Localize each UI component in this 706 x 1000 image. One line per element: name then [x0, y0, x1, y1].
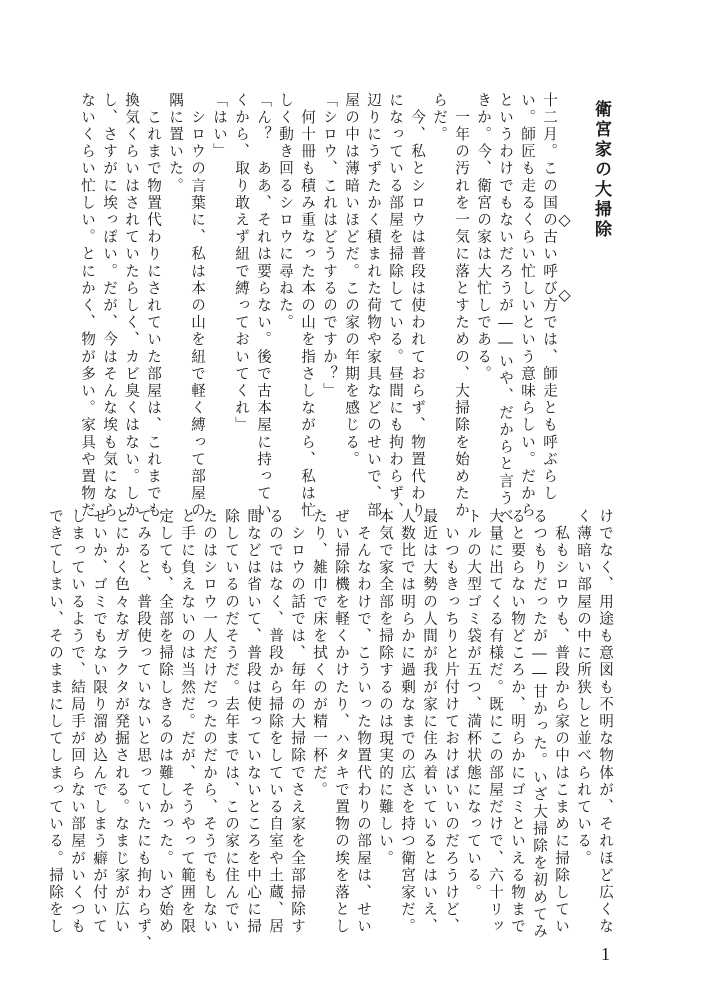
text-column: そんなわけで、こういった物置代わりの部屋は、せい [355, 508, 372, 936]
text-column: きか。今、衛宮の家は大忙しである。 [475, 92, 492, 383]
text-column: 本気で家全部を掃除するのは現実的に難しい。 [377, 508, 394, 868]
text-column: 今、私とシロウは普段は使われておらず、物置代わり [409, 92, 426, 520]
text-column: 何十冊も積み重なった本の山を指さしながら、私は忙 [299, 92, 316, 520]
text-column: らだ。 [431, 92, 448, 144]
text-column: せいか、ゴミでもない限り溜め込んでしまう癖が付いて [91, 508, 108, 936]
body-text-top [79, 92, 560, 525]
text-column: くから、取り敢えず紐で縛っておいてくれ」 [233, 92, 250, 434]
text-column: しく動き回るシロウに尋ねた。 [277, 92, 294, 332]
text-column: 一年の汚れを一気に落とすための、大掃除を始めたか [453, 92, 470, 520]
text-column: 「シロウ、これはどうするのですか？」 [321, 92, 338, 400]
text-column: しまっているようで、結局手が回らない部屋がいくつも [69, 508, 86, 936]
text-column: 間などは省いて、普段は使っていないところを中心に掃 [245, 508, 262, 936]
text-column: てみると、普段使っていないと思っていたにも拘わらず、 [135, 508, 152, 953]
text-column: けでなく、用途も意図も不明な物体が、それほど広くな [597, 508, 614, 936]
text-column: 人数比では明らかに過剰なまでの広さを持つ衛宮家だ。 [399, 508, 416, 936]
text-column: たのはシロウ一人だけだったのだから、そうでもしない [201, 508, 218, 936]
text-column: ないくらい忙しい。とにかく、物が多い。家具や置物だ [79, 92, 96, 520]
text-column: 屋の中は薄暗いほどだ。この家の年期を感じる。 [343, 92, 360, 469]
text-column: ると要らない物どころか、明らかにゴミといえる物まで [509, 508, 526, 936]
page-number: 1 [601, 944, 610, 964]
text-column: 大量に出てくる有様だ。既にこの部屋だけで、六十リッ [487, 508, 504, 936]
text-column: 「ん？ ああ、それは要らない。後で古本屋に持ってい [255, 92, 272, 520]
text-column: 十二月。この国の古い呼び方では、師走とも呼ぶらし [541, 92, 558, 503]
text-column: 隅に置いた。 [167, 92, 184, 195]
story-title: 衛宮家の大掃除 [591, 100, 611, 240]
text-column: く薄暗い部屋の中に所狭しと並べられている。 [575, 508, 592, 868]
text-column: るつもりだったが――甘かった。いざ大掃除を初めてみ [531, 508, 548, 941]
text-column: 最近は大勢の人間が我が家に住み着いているとはいえ、 [421, 508, 438, 936]
text-column: とにかく色々なガラクタが発掘される。なまじ家が広い [113, 508, 130, 936]
text-column: シロウの話では、毎年の大掃除でさえ家を全部掃除す [289, 508, 306, 936]
text-column: というわけでもないだろうが――いや、だからと言うべ [497, 92, 514, 525]
section-separator: ◇ ◇ [555, 210, 574, 324]
text-column: い。師匠も走るくらい忙しいという意味らしい。だから [519, 92, 536, 520]
text-column: ぜい掃除機を軽くかけたり、ハタキで置物の埃を落とし [333, 508, 350, 936]
text-column: るのではなく、普段から掃除をしている自室や土蔵、居 [267, 508, 284, 936]
text-column: いつもきっちりと片付けておけばいいのだろうけど、 [443, 508, 460, 936]
text-column: 私もシロウも、普段から家の中はこまめに掃除してい [553, 508, 570, 936]
text-column: シロウの言葉に、私は本の山を紐で軽く縛って部屋の [189, 92, 206, 520]
text-column: たり、雑巾で床を拭くのが精一杯だ。 [311, 508, 328, 799]
text-column: し、さすがに埃っぽい。だが、今はそんな埃も気になら [101, 92, 118, 520]
text-column: これまで物置代わりにされていた部屋は、これまでも [145, 92, 162, 520]
text-column: トルの大型ゴミ袋が五つ、満杯状態になっている。 [465, 508, 482, 902]
text-column: になっている部屋を掃除している。昼間にも拘わらず、 [387, 92, 404, 520]
text-column: 定しても、全部を掃除しきるのは難しかった。いざ始め [157, 508, 174, 936]
body-text-bottom [47, 508, 616, 953]
text-column: できてしまい、そのままにしてしまっている。掃除をし [47, 508, 64, 936]
text-column: 換気くらいはされていたらしく、カビ臭くはない。しか [123, 92, 140, 520]
text-column: 「はい」 [211, 92, 228, 161]
text-column: 除しているのだそうだ。去年までは、この家に住んでい [223, 508, 240, 936]
text-column: と手に負えないのは当然だ。だが、そうやって範囲を限 [179, 508, 196, 936]
text-column: 辺りにうずたかく積まれた荷物や家具などのせいで、部 [365, 92, 382, 520]
